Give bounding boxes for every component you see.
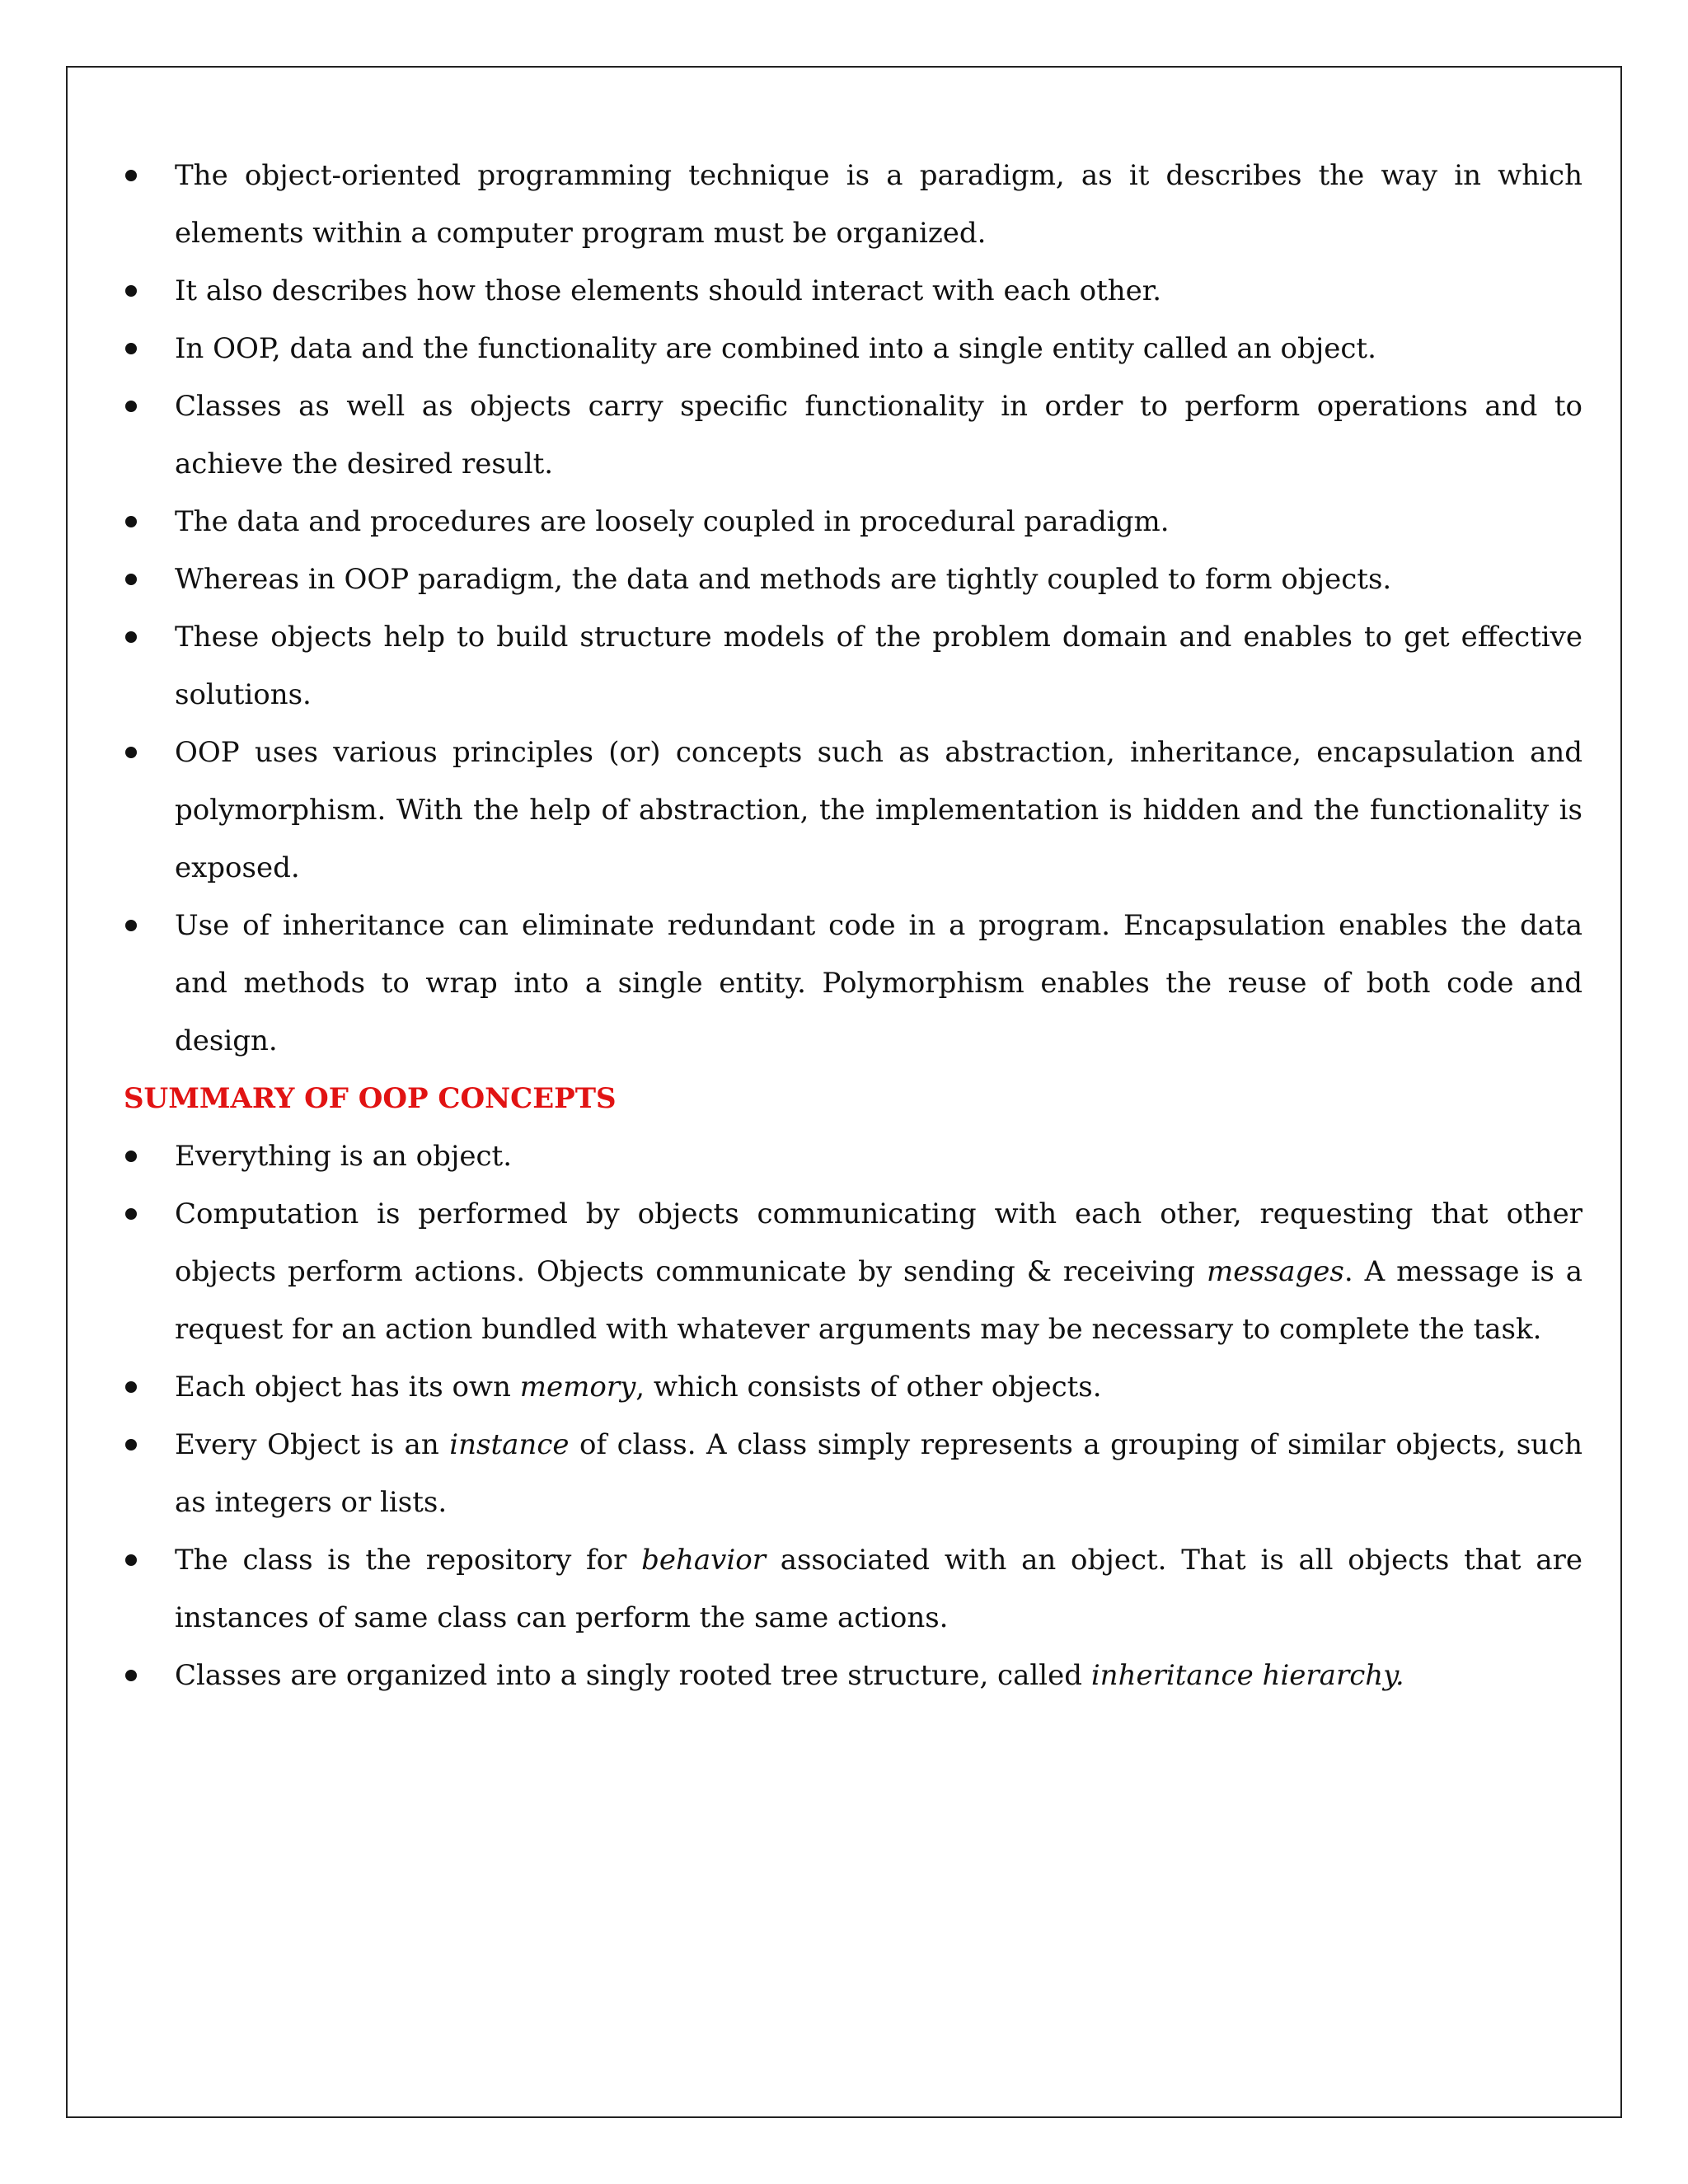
summary-bullet-list bbox=[124, 1127, 1582, 1704]
list-item: The object-oriented programming technique is a paradigm, as it describes the way in which elements within a computer program must be organized. bbox=[124, 147, 1582, 262]
bullet-text: Everything is an object. bbox=[175, 1140, 513, 1173]
list-item bbox=[124, 1531, 1582, 1647]
list-item bbox=[124, 1416, 1582, 1531]
list-item: These objects help to build structure models of the problem domain and enables to get effective solutions. bbox=[124, 608, 1582, 724]
list-item: Classes as well as objects carry specific functionality in order to perform operations and to achieve the desired result. bbox=[124, 377, 1582, 493]
bullet-text: Every Object is an bbox=[175, 1428, 450, 1461]
document-body bbox=[124, 147, 1582, 1704]
list-item: It also describes how those elements should interact with each other. bbox=[124, 262, 1582, 320]
emphasis-term: memory bbox=[519, 1371, 636, 1404]
emphasis-term: inheritance hierarchy. bbox=[1090, 1659, 1404, 1692]
list-item: In OOP, data and the functionality are combined into a single entity called an object. bbox=[124, 320, 1582, 377]
emphasis-term: behavior bbox=[641, 1544, 766, 1577]
list-item bbox=[124, 1647, 1582, 1704]
list-item: Whereas in OOP paradigm, the data and methods are tightly coupled to form objects. bbox=[124, 551, 1582, 608]
bullet-text: , which consists of other objects. bbox=[635, 1371, 1102, 1404]
list-item: Use of inheritance can eliminate redundant code in a program. Encapsulation enables the data and methods to wrap into a single entity. Polymorphism enables the reuse of both code and design. bbox=[124, 897, 1582, 1070]
list-item: OOP uses various principles (or) concepts such as abstraction, inheritance, encapsulation and polymorphism. With the help of abstraction, the implementation is hidden and the functionality is exposed. bbox=[124, 724, 1582, 897]
emphasis-term: instance bbox=[449, 1428, 570, 1461]
bullet-text: . A message is a request for an action bundled with whatever arguments may be necessary to complete the task. bbox=[175, 1255, 1582, 1346]
list-item bbox=[124, 1127, 1582, 1185]
section-heading-summary: SUMMARY OF OOP CONCEPTS bbox=[124, 1082, 617, 1115]
bullet-text: Computation is performed by objects communicating with each other, requesting that other objects perform actions. Objects communicate by sending & receiving bbox=[175, 1197, 1582, 1288]
bullet-text: associated with an object. That is all objects that are instances of same class can perform the same actions. bbox=[175, 1544, 1582, 1634]
list-item bbox=[124, 1185, 1582, 1358]
list-item bbox=[124, 1358, 1582, 1416]
list-item: The data and procedures are loosely coupled in procedural paradigm. bbox=[124, 493, 1582, 551]
bullet-text: of class. A class simply represents a grouping of similar objects, such as integers or lists. bbox=[175, 1428, 1582, 1519]
intro-bullet-list bbox=[124, 147, 1582, 1070]
emphasis-term: messages bbox=[1207, 1255, 1344, 1288]
bullet-text: The class is the repository for bbox=[175, 1544, 642, 1577]
bullet-text: Each object has its own bbox=[175, 1371, 520, 1404]
bullet-text: Classes are organized into a singly rooted tree structure, called bbox=[175, 1659, 1091, 1692]
